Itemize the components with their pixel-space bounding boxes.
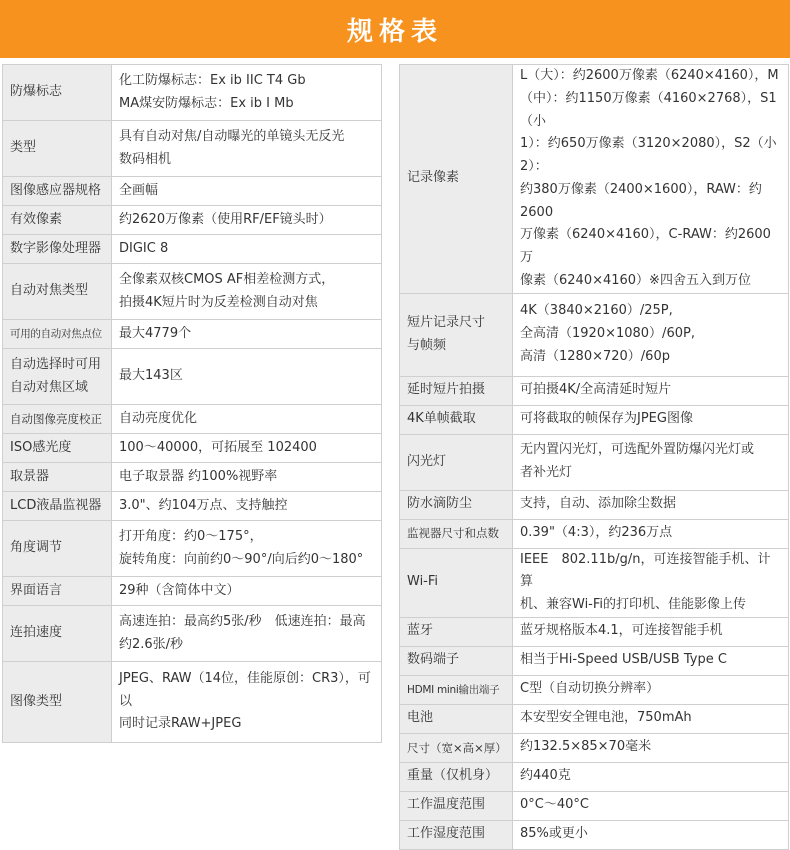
spec-value [112,121,382,177]
spec-value [513,519,789,548]
spec-label: 图像感应器规格 [3,177,112,206]
cell-line: 约380万像素（2400×1600），RAW：约2600 [520,181,762,220]
cell-line: 电子取景器 约100%视野率 [119,468,278,484]
spec-value [513,820,789,849]
cell-line: 100～40000，可拓展至 102400 [119,439,317,455]
cell-line: 者补光灯 [520,465,573,480]
spec-value [112,349,382,405]
cell-line: 0°C～40°C [520,797,589,813]
cell-line: DIGIC 8 [119,240,169,256]
spec-row [3,434,382,463]
cell-line: 全画幅 [119,182,159,198]
cell-line: 无内置闪光灯，可选配外置防爆闪光灯或 [520,442,755,458]
cell-line: 1）：约650万像素（3120×2080），S2（小2）： [520,136,777,174]
spec-value [513,490,789,519]
cell-line: 蓝牙规格版本4.1，可连接智能手机 [520,623,723,639]
spec-label: 电池 [400,704,513,733]
spec-value [513,791,789,820]
spec-value [112,492,382,521]
spec-label: 防水滴防尘 [400,490,513,519]
spec-value [513,65,789,294]
cell-line: 自动对焦区域 [10,379,89,395]
cell-line: 打开角度：约0～175°， [119,528,263,544]
cell-line: 全高清（1920×1080）/60P, [520,326,695,342]
cell-line: 约440克 [520,768,571,784]
spec-value [112,521,382,577]
spec-row [3,264,382,320]
spec-row [3,121,382,177]
spec-label: 监视器尺寸和点数 [400,519,513,548]
spec-row [3,320,382,349]
spec-row [3,577,382,606]
spec-label: Wi-Fi [400,548,513,617]
spec-value [513,293,789,376]
spec-value [112,405,382,434]
spec-label: 工作温度范围 [400,791,513,820]
spec-row [3,349,382,405]
spec-label: 有效像素 [3,206,112,235]
cell-line: 可拍摄4K/全高清延时短片 [520,382,672,398]
spec-label: 尺寸（宽×高×厚） [400,733,513,762]
spec-value [513,376,789,405]
spec-label: 延时短片拍摄 [400,376,513,405]
spec-label [3,349,112,405]
spec-row [3,235,382,264]
spec-label: 记录像素 [400,65,513,294]
spec-value [513,675,789,704]
cell-line: 3.0"、约104万点、支持触控 [119,497,288,513]
spec-value [112,206,382,235]
cell-line: 85%或更小 [520,826,588,842]
cell-line: 最大4779个 [119,325,192,341]
spec-label: 数字影像处理器 [3,235,112,264]
spec-row [3,405,382,434]
cell-line: C型（自动切换分辨率） [520,681,660,697]
spec-row [400,820,789,849]
spec-value [112,577,382,606]
spec-label: 数码端子 [400,646,513,675]
spec-label: 类型 [3,121,112,177]
spec-row [400,65,789,294]
spec-value [112,264,382,320]
spec-row [400,293,789,376]
cell-line: 同时记录RAW+JPEG [119,716,242,732]
cell-line: 4K（3840×2160）/25P, [520,303,673,319]
spec-banner [0,0,790,58]
cell-line: 相当于Hi-Speed USB/USB Type C [520,652,727,668]
spec-label: 工作湿度范围 [400,820,513,849]
spec-value [112,177,382,206]
spec-row [400,519,789,548]
spec-value [513,733,789,762]
cell-line: 本安型安全锂电池，750mAh [520,710,692,726]
spec-row [400,376,789,405]
spec-label: 防爆标志 [3,65,112,121]
cell-line: 自动亮度优化 [119,410,198,426]
spec-value [112,463,382,492]
spec-label: 4K单帧截取 [400,405,513,434]
spec-row [3,65,382,121]
spec-value [112,662,382,743]
cell-line: 具有自动对焦/自动曝光的单镜头无反光 [119,128,345,144]
spec-value [513,646,789,675]
spec-value [513,617,789,646]
cell-line: IEEE 802.11b/g/n，可连接智能手机、计算 [520,551,771,590]
spec-row [400,434,789,490]
spec-value [112,65,382,121]
spec-row [400,646,789,675]
cell-line: 化工防爆标志：Ex ib IIC T4 Gb [119,72,306,88]
spec-label: 角度调节 [3,521,112,577]
cell-line: 可将截取的帧保存为JPEG图像 [520,411,693,427]
cell-line: 短片记录尺寸 [407,314,486,330]
cell-line: JPEG、RAW（14位，佳能原创：CR3），可以 [119,670,371,709]
spec-row [400,617,789,646]
spec-row [400,490,789,519]
cell-line: 万像素（6240×4160），C-RAW：约2600万 [520,227,771,265]
spec-row [3,206,382,235]
spec-row [400,791,789,820]
cell-line: （中）：约1150万像素（4160×2768），S1（小 [520,90,777,129]
cell-line: 全像素双核CMOS AF相差检测方式， [119,271,335,287]
cell-line: 像素（6240×4160）※四舍五入到万位 [520,272,751,288]
cell-line: 支持，自动、添加除尘数据 [520,496,677,512]
spec-label: 界面语言 [3,577,112,606]
spec-row [400,762,789,791]
spec-value [112,606,382,662]
cell-line: 高速连拍：最高约5张/秒 低速连拍：最高 [119,613,366,629]
cell-line: L（大）：约2600万像素（6240×4160），M [520,68,779,83]
spec-value [112,320,382,349]
cell-line: 约2.6张/秒 [119,636,184,652]
spec-row [400,733,789,762]
cell-line: 自动选择时可用 [10,356,102,372]
cell-line: 数码相机 [119,151,172,167]
spec-table-left [2,64,382,743]
spec-label: 自动对焦类型 [3,264,112,320]
spec-row [3,177,382,206]
spec-value [513,548,789,617]
spec-row [3,492,382,521]
spec-value [513,704,789,733]
spec-label: HDMI mini输出端子 [400,675,513,704]
spec-label: ISO感光度 [3,434,112,463]
spec-label: 蓝牙 [400,617,513,646]
spec-row [3,463,382,492]
spec-label: 图像类型 [3,662,112,743]
spec-value [513,434,789,490]
spec-label: 可用的自动对焦点位 [3,320,112,349]
cell-line: 0.39"（4:3），约236万点 [520,525,673,541]
cell-line: 最大143区 [119,368,183,384]
cell-line: 29种（含简体中文） [119,582,240,598]
spec-row [3,606,382,662]
cell-line: 机、兼容Wi-Fi的打印机、佳能影像上传 [520,597,747,612]
spec-label: 取景器 [3,463,112,492]
spec-label: 连拍速度 [3,606,112,662]
spec-value [513,405,789,434]
spec-row [400,548,789,617]
cell-line: 旋转角度：向前约0～90°/向后约0～180° [119,551,364,567]
spec-label: LCD液晶监视器 [3,492,112,521]
spec-table-right [399,64,789,850]
cell-line: 约132.5×85×70毫米 [520,739,652,755]
spec-row [400,405,789,434]
spec-label [400,293,513,376]
page-title: 规格表 [346,16,443,47]
spec-row [3,521,382,577]
spec-row [3,662,382,743]
spec-row [400,704,789,733]
cell-line: 拍摄4K短片时为反差检测自动对焦 [119,294,318,310]
cell-line: 与帧频 [407,337,447,353]
spec-label: 自动图像亮度校正 [3,405,112,434]
spec-value [513,762,789,791]
spec-value [112,235,382,264]
cell-line: 约2620万像素（使用RF/EF镜头时） [119,211,332,227]
spec-label: 重量（仅机身） [400,762,513,791]
cell-line: MA煤安防爆标志：Ex ib I Mb [119,95,294,111]
cell-line: 高清（1280×720）/60p [520,348,670,364]
spec-label: 闪光灯 [400,434,513,490]
spec-row [400,675,789,704]
spec-value [112,434,382,463]
